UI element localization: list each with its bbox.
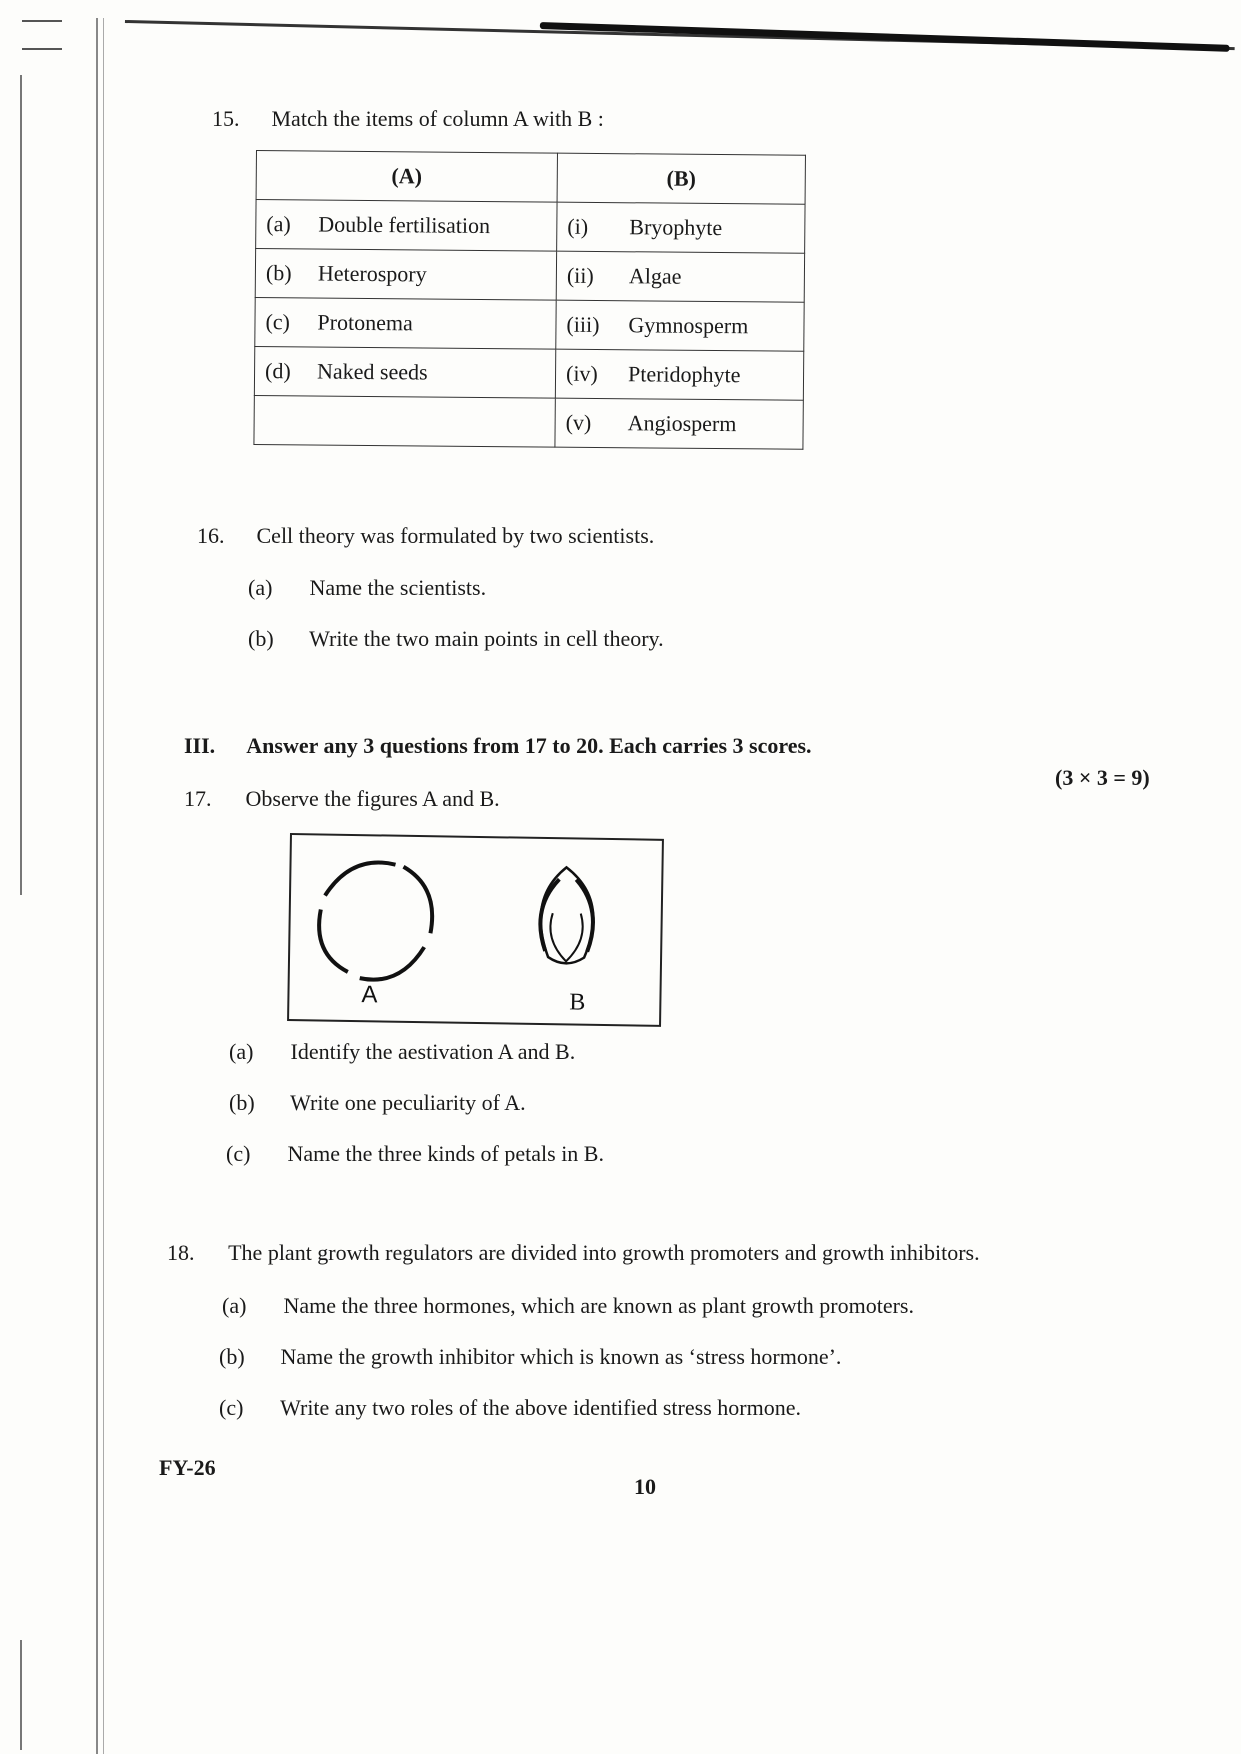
q18-part-c: (c) Write any two roles of the above identified stress hormone.	[219, 1395, 801, 1420]
section-3-roman: III.	[184, 733, 216, 758]
paper-code: FY-26	[159, 1455, 216, 1480]
aestivation-drawing	[289, 835, 662, 1025]
match-table	[253, 150, 806, 450]
q18-number: 18.	[167, 1240, 195, 1265]
q17-text: Observe the figures A and B.	[245, 786, 500, 811]
q17-part-a: (a) Identify the aestivation A and B.	[229, 1039, 576, 1064]
scan-corner-mark-4	[20, 1640, 22, 1750]
column-a-cell: (a) Double fertilisation	[256, 200, 557, 252]
table-row	[254, 346, 803, 400]
figure-b-vexillary	[540, 867, 594, 964]
q17-heading	[184, 786, 500, 812]
q18-text: The plant growth regulators are divided into growth promoters and growth inhibitors.	[228, 1240, 980, 1265]
q17-part-b: (b) Write one peculiarity of A.	[229, 1090, 526, 1115]
q18-heading	[167, 1240, 980, 1266]
column-b-header: (B)	[557, 153, 805, 204]
q18-part-b: (b) Name the growth inhibitor which is known as ‘stress hormone’.	[219, 1344, 842, 1369]
q15-text: Match the items of column A with B :	[271, 106, 604, 131]
q15-heading	[212, 106, 604, 132]
page-number: 10	[634, 1474, 656, 1499]
q16-text: Cell theory was formulated by two scientists.	[256, 523, 655, 548]
figure-a-label: A	[361, 981, 378, 1009]
aestivation-figure	[287, 833, 664, 1027]
q16-part-b: (b) Write the two main points in cell theory.	[248, 626, 664, 651]
column-a-cell-empty	[254, 395, 555, 447]
column-b-cell: (i) Bryophyte	[557, 202, 805, 253]
figure-a-valvate	[318, 862, 433, 981]
scan-left-margin-line	[96, 18, 98, 1754]
q17-part-c: (c) Name the three kinds of petals in B.	[226, 1141, 604, 1166]
table-row	[254, 395, 803, 449]
column-b-cell: (iv) Pteridophyte	[555, 349, 803, 400]
table-row	[256, 200, 805, 254]
q17-number: 17.	[184, 786, 212, 811]
column-b-cell: (ii) Algae	[556, 251, 804, 302]
scan-corner-mark	[22, 20, 62, 22]
q16-number: 16.	[197, 523, 225, 548]
scan-corner-mark-2	[22, 48, 62, 50]
column-a-cell: (c) Protonema	[255, 297, 556, 349]
section-3-instructions: Answer any 3 questions from 17 to 20. Each carries 3 scores.	[246, 733, 812, 758]
table-row	[255, 297, 804, 351]
match-table-header-row	[256, 151, 805, 205]
table-row	[255, 249, 804, 303]
scan-corner-mark-3	[20, 75, 22, 895]
q16-heading	[197, 523, 654, 549]
figure-b-label: B	[569, 989, 586, 1016]
scan-top-heavy-stroke	[540, 22, 1230, 52]
column-b-cell: (iii) Gymnosperm	[556, 300, 804, 351]
section-3-heading	[184, 733, 812, 759]
q15-number: 15.	[212, 106, 240, 131]
section-3-marks: (3 × 3 = 9)	[1055, 765, 1150, 790]
column-a-cell: (b) Heterospory	[255, 249, 556, 301]
q16-part-a: (a) Name the scientists.	[248, 575, 487, 600]
scan-left-margin-line-2	[103, 18, 104, 1754]
column-a-header: (A)	[256, 151, 557, 203]
column-a-cell: (d) Naked seeds	[254, 346, 555, 398]
column-b-cell: (v) Angiosperm	[555, 398, 803, 449]
q18-part-a: (a) Name the three hormones, which are known as plant growth promoters.	[222, 1293, 914, 1318]
